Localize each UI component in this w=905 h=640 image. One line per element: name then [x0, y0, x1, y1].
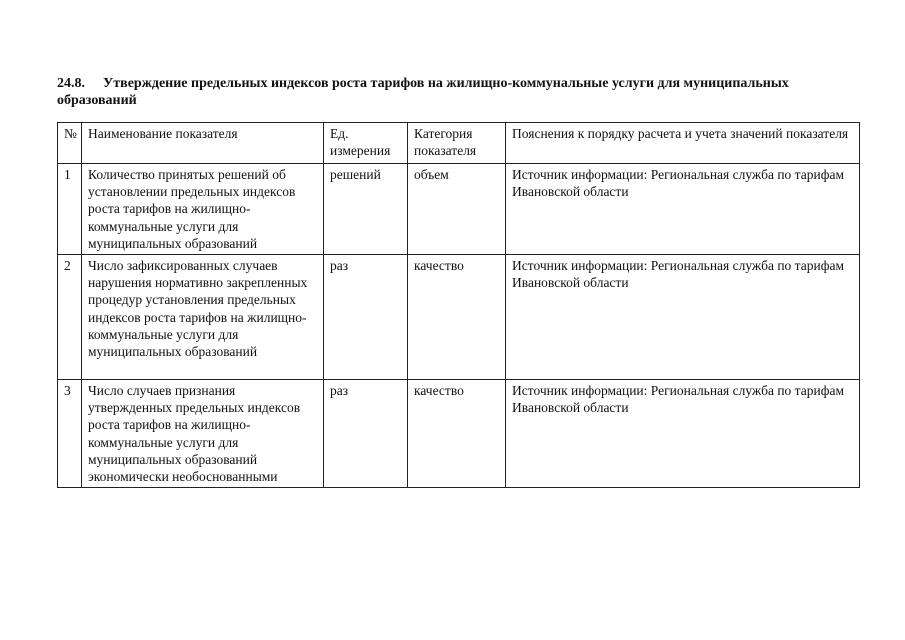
row-category: качество — [408, 380, 506, 488]
table-header-row — [58, 123, 860, 164]
indicators-table — [57, 122, 860, 488]
section-title: Утверждение предельных индексов роста тарифов на жилищно-коммунальные услуги для муниципальных образований — [57, 76, 789, 108]
row-unit: раз — [324, 255, 408, 380]
row-category: качество — [408, 255, 506, 380]
row-num: 1 — [58, 164, 82, 255]
row-category: объем — [408, 164, 506, 255]
table-row — [58, 380, 860, 488]
header-name: Наименование показателя — [82, 123, 324, 164]
section-number: 24.8. — [57, 76, 85, 91]
table-row — [58, 255, 860, 380]
header-unit: Ед. измерения — [324, 123, 408, 164]
row-unit: решений — [324, 164, 408, 255]
row-name: Число случаев признания утвержденных предельных индексов роста тарифов на жилищно-коммунальные услуги для муниципальных образований экономически необоснованными — [82, 380, 324, 488]
row-notes: Источник информации: Региональная служба по тарифам Ивановской области — [506, 255, 860, 380]
row-notes: Источник информации: Региональная служба по тарифам Ивановской области — [506, 380, 860, 488]
table-row — [58, 164, 860, 255]
row-name: Число зафиксированных случаев нарушения нормативно закрепленных процедур установления предельных индексов роста тарифов на жилищно-коммунальные услуги для муниципальных образований — [82, 255, 324, 380]
section-heading — [57, 75, 857, 109]
header-category: Категория показателя — [408, 123, 506, 164]
row-notes: Источник информации: Региональная служба по тарифам Ивановской области — [506, 164, 860, 255]
row-num: 2 — [58, 255, 82, 380]
row-unit: раз — [324, 380, 408, 488]
header-num: № — [58, 123, 82, 164]
header-notes: Пояснения к порядку расчета и учета значений показателя — [506, 123, 860, 164]
row-name: Количество принятых решений об установлении предельных индексов роста тарифов на жилищно-коммунальные услуги для муниципальных образований — [82, 164, 324, 255]
row-num: 3 — [58, 380, 82, 488]
